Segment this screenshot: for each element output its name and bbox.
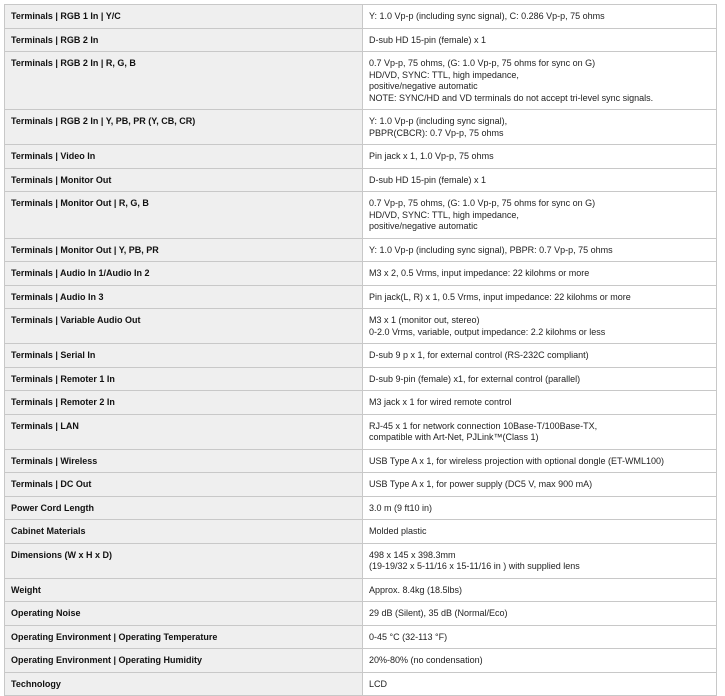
spec-value (363, 168, 717, 192)
spec-label: Operating Environment | Operating Humidity (5, 649, 363, 673)
spec-value (363, 473, 717, 497)
spec-label: Terminals | DC Out (5, 473, 363, 497)
spec-label: Terminals | RGB 2 In | Y, PB, PR (Y, CB, CR) (5, 110, 363, 145)
spec-value (363, 309, 717, 344)
spec-row (5, 238, 717, 262)
spec-label: Terminals | RGB 2 In | R, G, B (5, 52, 363, 110)
spec-value-line: NOTE: SYNC/HD and VD terminals do not accept tri-level sync signals. (369, 92, 654, 103)
spec-value-line: HD/VD, SYNC: TTL, high impedance, (369, 69, 519, 80)
spec-value-line: 3.0 m (9 ft10 in) (369, 502, 433, 513)
spec-row (5, 168, 717, 192)
spec-value-line: 0-45 °C (32-113 °F) (369, 631, 448, 642)
spec-value-line: positive/negative automatic (369, 81, 478, 91)
spec-label: Terminals | Remoter 1 In (5, 367, 363, 391)
specifications-body (5, 5, 717, 696)
spec-value (363, 344, 717, 368)
spec-value-line: Molded plastic (369, 526, 427, 536)
spec-value-line: Y: 1.0 Vp-p (including sync signal), C: 0.286 Vp-p, 75 ohms (369, 11, 605, 21)
spec-value (363, 285, 717, 309)
spec-row (5, 496, 717, 520)
spec-label: Power Cord Length (5, 496, 363, 520)
spec-value-line: M3 x 2, 0.5 Vrms, input impedance: 22 kilohms or more (369, 268, 590, 278)
spec-label: Terminals | Video In (5, 145, 363, 169)
spec-value (363, 649, 717, 673)
spec-row (5, 145, 717, 169)
spec-label: Technology (5, 672, 363, 696)
spec-label: Terminals | Audio In 3 (5, 285, 363, 309)
spec-value (363, 192, 717, 239)
spec-label: Dimensions (W x H x D) (5, 543, 363, 578)
spec-row (5, 543, 717, 578)
spec-label: Weight (5, 578, 363, 602)
spec-value-line: 0.7 Vp-p, 75 ohms, (G: 1.0 Vp-p, 75 ohms for sync on G) (369, 58, 596, 68)
spec-value-line: HD/VD, SYNC: TTL, high impedance, (369, 209, 519, 220)
spec-value-line: 498 x 145 x 398.3mm (369, 549, 456, 560)
spec-value (363, 145, 717, 169)
spec-value-line: D-sub 9 p x 1, for external control (RS-232C compliant) (369, 350, 589, 360)
spec-label: Terminals | Serial In (5, 344, 363, 368)
spec-value-line: 20%-80% (no condensation) (369, 655, 483, 665)
spec-value-line: RJ-45 x 1 for network connection 10Base-T/100Base-TX, (369, 420, 598, 431)
spec-row (5, 672, 717, 696)
spec-row (5, 578, 717, 602)
spec-value (363, 52, 717, 110)
spec-value-line: Pin jack x 1, 1.0 Vp-p, 75 ohms (369, 151, 494, 161)
spec-value (363, 602, 717, 626)
spec-row (5, 52, 717, 110)
spec-value-line: 29 dB (Silent), 35 dB (Normal/Eco) (369, 608, 508, 618)
spec-value (363, 520, 717, 544)
spec-value (363, 391, 717, 415)
spec-value-line: M3 x 1 (monitor out, stereo) (369, 315, 480, 325)
spec-value-line: Y: 1.0 Vp-p (including sync signal), PBPR: 0.7 Vp-p, 75 ohms (369, 244, 613, 255)
spec-row (5, 625, 717, 649)
spec-value-line: compatible with Art-Net, PJLink™(Class 1) (369, 432, 539, 442)
spec-label: Operating Environment | Operating Temperature (5, 625, 363, 649)
spec-row (5, 520, 717, 544)
spec-value-line: PBPR(CBCR): 0.7 Vp-p, 75 ohms (369, 127, 504, 138)
spec-value-line: M3 jack x 1 for wired remote control (369, 397, 512, 407)
spec-value (363, 625, 717, 649)
spec-row (5, 110, 717, 145)
spec-row (5, 602, 717, 626)
spec-label: Cabinet Materials (5, 520, 363, 544)
spec-value-line: positive/negative automatic (369, 221, 478, 231)
spec-row (5, 285, 717, 309)
spec-value (363, 414, 717, 449)
spec-row (5, 649, 717, 673)
spec-row (5, 344, 717, 368)
spec-row (5, 391, 717, 415)
spec-value-line: 0-2.0 Vrms, variable, output impedance: 2.2 kilohms or less (369, 326, 606, 337)
spec-label: Terminals | Monitor Out | R, G, B (5, 192, 363, 239)
specifications-table (4, 4, 717, 696)
spec-label: Terminals | RGB 1 In | Y/C (5, 5, 363, 29)
spec-value-line: D-sub HD 15-pin (female) x 1 (369, 34, 487, 45)
spec-label: Terminals | LAN (5, 414, 363, 449)
spec-row (5, 192, 717, 239)
spec-value (363, 496, 717, 520)
spec-value (363, 5, 717, 29)
spec-label: Terminals | Wireless (5, 449, 363, 473)
spec-row (5, 473, 717, 497)
spec-row (5, 449, 717, 473)
spec-row (5, 309, 717, 344)
spec-value (363, 28, 717, 52)
spec-label: Terminals | Audio In 1/Audio In 2 (5, 262, 363, 286)
spec-value (363, 578, 717, 602)
spec-value (363, 367, 717, 391)
spec-label: Terminals | Remoter 2 In (5, 391, 363, 415)
spec-label: Terminals | RGB 2 In (5, 28, 363, 52)
spec-value-line: (19-19/32 x 5-11/16 x 15-11/16 in ) with supplied lens (369, 561, 580, 571)
spec-label: Terminals | Monitor Out | Y, PB, PR (5, 238, 363, 262)
spec-value (363, 543, 717, 578)
spec-value-line: D-sub HD 15-pin (female) x 1 (369, 174, 487, 185)
spec-value (363, 262, 717, 286)
spec-row (5, 414, 717, 449)
spec-row (5, 367, 717, 391)
spec-label: Operating Noise (5, 602, 363, 626)
spec-label: Terminals | Monitor Out (5, 168, 363, 192)
spec-row (5, 262, 717, 286)
spec-value-line: USB Type A x 1, for power supply (DC5 V, max 900 mA) (369, 479, 593, 489)
spec-value-line: Pin jack(L, R) x 1, 0.5 Vrms, input impedance: 22 kilohms or more (369, 291, 631, 302)
spec-value-line: USB Type A x 1, for wireless projection with optional dongle (ET-WML100) (369, 455, 664, 466)
spec-value-line: Y: 1.0 Vp-p (including sync signal), (369, 116, 508, 126)
spec-value-line: D-sub 9-pin (female) x1, for external control (parallel) (369, 373, 581, 384)
spec-label: Terminals | Variable Audio Out (5, 309, 363, 344)
spec-value-line: 0.7 Vp-p, 75 ohms, (G: 1.0 Vp-p, 75 ohms for sync on G) (369, 198, 596, 208)
spec-value (363, 110, 717, 145)
spec-row (5, 5, 717, 29)
spec-value (363, 449, 717, 473)
spec-value-line: Approx. 8.4kg (18.5lbs) (369, 584, 463, 595)
spec-value (363, 672, 717, 696)
spec-value (363, 238, 717, 262)
spec-value-line: LCD (369, 678, 388, 689)
spec-row (5, 28, 717, 52)
